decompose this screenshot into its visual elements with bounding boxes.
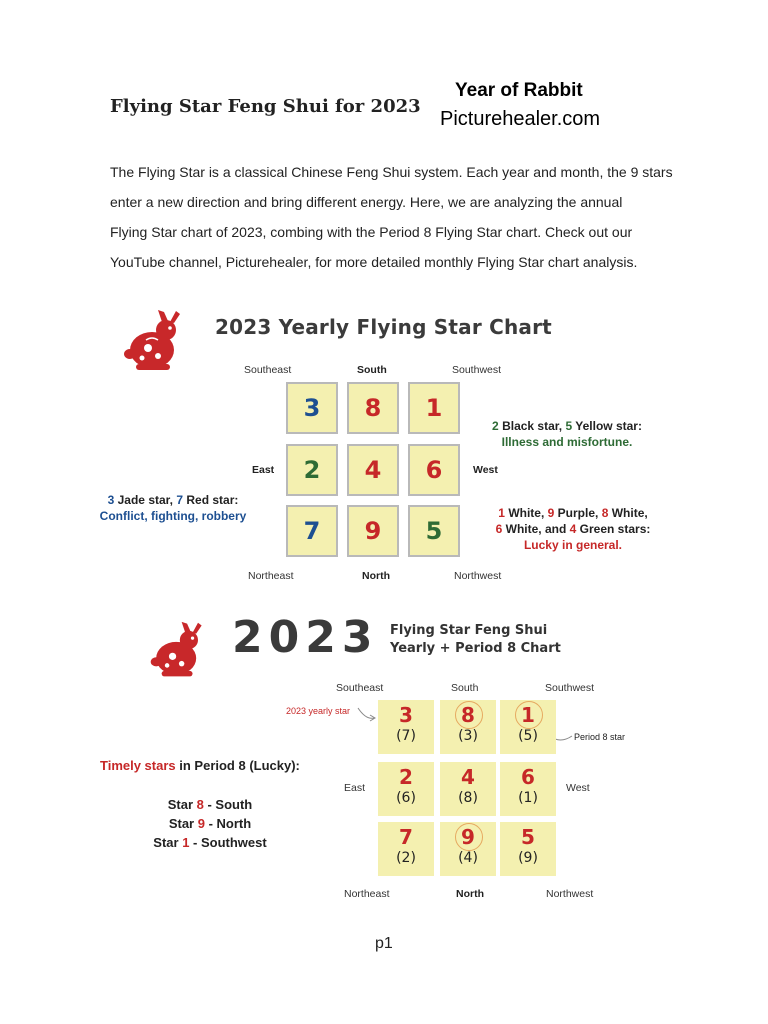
note-num: 4: [569, 522, 577, 536]
intro-line: The Flying Star is a classical Chinese Feng Shui system. Each year and month, the 9 stars: [110, 164, 673, 180]
document-title: Flying Star Feng Shui for 2023: [110, 96, 421, 117]
timely-stars-heading: [100, 758, 300, 773]
rabbit-papercut-icon: [118, 308, 190, 374]
chart2-north-label: North: [456, 888, 484, 900]
note-text: Jade star,: [114, 493, 177, 507]
chart2-title: [390, 622, 561, 658]
list-item: [140, 795, 280, 814]
chart2-title-line1: Flying Star Feng Shui: [390, 623, 548, 638]
star-number: 1: [182, 835, 190, 850]
chart2-cell-northeast: [378, 822, 434, 876]
star-number: 8: [196, 797, 204, 812]
note-num: 6: [495, 522, 503, 536]
intro-line: Flying Star chart of 2023, combing with the Period 8 Flying Star chart. Check out our: [110, 224, 633, 240]
star-direction: - North: [204, 816, 252, 831]
note-text: White, and: [502, 522, 570, 536]
yearly-star: [500, 700, 556, 726]
period-star: (3): [458, 728, 478, 744]
timely-star-list: [140, 795, 280, 852]
timely-rest: in Period 8 (Lucky):: [175, 758, 300, 773]
note-text: Black star,: [498, 419, 566, 433]
chart1-southwest-label: Southwest: [452, 364, 502, 376]
note-text: Red star:: [183, 493, 239, 507]
note-text: Purple,: [554, 506, 602, 520]
intro-line: enter a new direction and bring different energy. Here, we are analyzing the annual: [110, 194, 623, 210]
note-conflict: [78, 492, 268, 524]
period-star: (5): [518, 728, 538, 744]
chart2-cell-northwest: [500, 822, 556, 876]
yearly-star: 6: [521, 765, 535, 789]
yearly-star: 4: [461, 765, 475, 789]
chart2-southwest-label: Southwest: [545, 682, 595, 694]
star-prefix: Star: [153, 835, 183, 850]
chart2-title-line2: Yearly + Period 8 Chart: [390, 641, 561, 656]
chart1-cell-center: 4: [347, 444, 399, 496]
note-text: Yellow star:: [572, 419, 642, 433]
chart1-title: 2023 Yearly Flying Star Chart: [215, 315, 552, 339]
note-num: 3: [107, 493, 115, 507]
highlight-circle-icon: [455, 701, 483, 729]
chart1-cell-southeast: 3: [286, 382, 338, 434]
chart2-cell-southeast: [378, 700, 434, 754]
chart2-cell-east: [378, 762, 434, 816]
chart1-east-label: East: [252, 464, 275, 476]
note-text: White,: [608, 506, 648, 520]
intro-paragraph: [110, 160, 673, 280]
period-star: (8): [458, 790, 478, 806]
note-text: White,: [504, 506, 548, 520]
chart1-cell-northwest: 5: [408, 505, 460, 557]
chart1-west-label: West: [473, 464, 498, 476]
chart1-southeast-label: Southeast: [244, 364, 292, 376]
chart2-northwest-label: Northwest: [546, 888, 594, 900]
chart2-west-label: West: [566, 782, 590, 794]
highlight-circle-icon: [455, 823, 483, 851]
yearly-star: 2: [399, 765, 413, 789]
chart1-cell-west: 6: [408, 444, 460, 496]
note-num: 7: [176, 493, 184, 507]
intro-line: YouTube channel, Picturehealer, for more detailed monthly Flying Star chart analysis.: [110, 254, 638, 270]
rabbit-papercut-icon: [144, 620, 212, 680]
star-number: 9: [197, 816, 205, 831]
timely-highlight: Timely stars: [100, 758, 176, 773]
period-star: (1): [518, 790, 538, 806]
highlight-circle-icon: [515, 701, 543, 729]
list-item: [140, 833, 280, 852]
note-lucky: [478, 505, 668, 553]
note-text: Green stars:: [576, 522, 651, 536]
note-desc: Lucky in general.: [523, 538, 623, 552]
yearly-star: 7: [399, 825, 413, 849]
period8-star-label: Period 8 star: [574, 732, 626, 742]
chart1-northeast-label: Northeast: [248, 570, 294, 582]
note-num: 9: [547, 506, 555, 520]
chart1-cell-south: 8: [347, 382, 399, 434]
yearly-star: 3: [399, 703, 413, 727]
list-item: [140, 814, 280, 833]
note-num: 1: [498, 506, 505, 520]
chart2-east-label: East: [344, 782, 366, 794]
note-desc: Illness and misfortune.: [501, 435, 633, 449]
yearly-star-value: 8: [461, 703, 475, 727]
chart2-southeast-label: Southeast: [336, 682, 384, 694]
chart2-year: 2023: [232, 612, 379, 663]
yearly-star-value: 9: [461, 825, 475, 849]
star-prefix: Star: [167, 797, 197, 812]
chart1-northwest-label: Northwest: [454, 570, 502, 582]
note-num: 8: [601, 506, 609, 520]
page-number: p1: [375, 935, 393, 952]
chart2-cell-south: [440, 700, 496, 754]
chart1-cell-northeast: 7: [286, 505, 338, 557]
yearly-star: 5: [521, 825, 535, 849]
star-prefix: Star: [168, 816, 198, 831]
yearly-star-label: 2023 yearly star: [286, 706, 351, 716]
chart1-cell-east: 2: [286, 444, 338, 496]
site-name: Picturehealer.com: [440, 108, 601, 130]
note-num: 5: [565, 419, 573, 433]
note-num: 2: [492, 419, 499, 433]
year-label: Year of Rabbit: [455, 80, 583, 101]
arrow-icon: [356, 704, 378, 724]
note-desc: Conflict, fighting, robbery: [99, 509, 247, 523]
period-star: (7): [396, 728, 416, 744]
chart1-south-label: South: [357, 364, 387, 376]
period-star: (2): [396, 850, 416, 866]
star-direction: - South: [203, 797, 253, 812]
chart1-cell-southwest: 1: [408, 382, 460, 434]
chart2-cell-center: [440, 762, 496, 816]
period-star: (9): [518, 850, 538, 866]
note-illness: [482, 418, 652, 450]
chart2-cell-north: [440, 822, 496, 876]
period-star: (4): [458, 850, 478, 866]
chart2-northeast-label: Northeast: [344, 888, 390, 900]
chart1-cell-north: 9: [347, 505, 399, 557]
star-direction: - Southwest: [189, 835, 267, 850]
yearly-star: [440, 822, 496, 848]
chart2-cell-west: [500, 762, 556, 816]
chart2-cell-southwest: [500, 700, 556, 754]
period-star: (6): [396, 790, 416, 806]
yearly-star-value: 1: [521, 703, 535, 727]
chart1-north-label: North: [362, 570, 390, 582]
yearly-star: [440, 700, 496, 726]
chart2-south-label: South: [451, 682, 479, 694]
